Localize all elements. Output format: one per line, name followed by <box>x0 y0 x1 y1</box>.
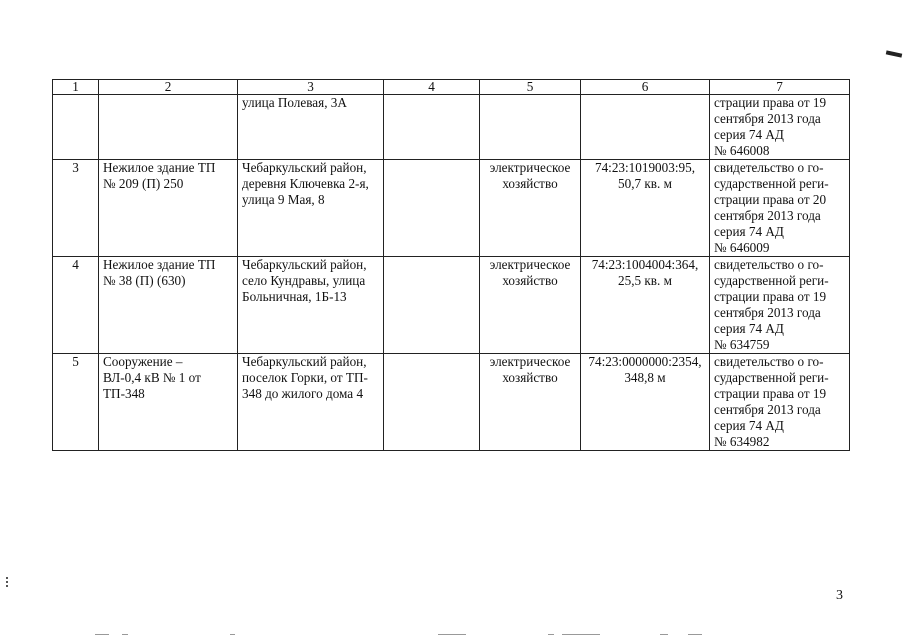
registration-certificate <box>710 257 850 354</box>
cell-line: сентября 2013 года <box>714 111 821 126</box>
cell-line: 74:23:1004004:364, <box>591 257 699 272</box>
cell-line: сентября 2013 года <box>714 208 821 223</box>
scan-noise <box>0 632 905 638</box>
column-header: 4 <box>384 80 480 95</box>
cell-line: свидетельство о го- <box>714 257 824 272</box>
object-name <box>99 354 238 451</box>
cadastral-info <box>581 95 710 160</box>
header-row <box>53 80 850 95</box>
object-address <box>238 354 384 451</box>
cell-line: серия 74 АД <box>714 321 784 336</box>
cadastral-info <box>581 160 710 257</box>
scan-mark <box>886 50 902 57</box>
table-row <box>53 95 850 160</box>
cell-line: электрическое <box>489 257 571 272</box>
cell-line: хозяйство <box>502 273 558 288</box>
object-purpose <box>480 257 581 354</box>
cell-line: № 646009 <box>714 240 770 255</box>
cell-line: Сооружение – <box>103 354 183 369</box>
cell-line: хозяйство <box>502 370 558 385</box>
cell-line: № 646008 <box>714 143 770 158</box>
cell-line: 74:23:1019003:95, <box>594 160 695 175</box>
column-4-cell <box>384 95 480 160</box>
column-4-cell <box>384 160 480 257</box>
cell-line: Чебаркульский район, <box>242 257 367 272</box>
object-address <box>238 95 384 160</box>
object-purpose <box>480 160 581 257</box>
cell-line: 348 до жилого дома 4 <box>242 386 364 401</box>
cell-line: село Кундравы, улица <box>242 273 366 288</box>
registration-certificate <box>710 160 850 257</box>
cell-line: страции права от 19 <box>714 95 827 110</box>
cell-line: сударственной реги- <box>714 176 829 191</box>
column-header: 3 <box>238 80 384 95</box>
column-header: 6 <box>581 80 710 95</box>
object-address <box>238 160 384 257</box>
cell-line: сентября 2013 года <box>714 402 821 417</box>
table-row <box>53 257 850 354</box>
cell-line: серия 74 АД <box>714 127 784 142</box>
cell-line: Чебаркульский район, <box>242 354 367 369</box>
cell-line: Чебаркульский район, <box>242 160 367 175</box>
cell-line: серия 74 АД <box>714 418 784 433</box>
property-table <box>52 79 850 451</box>
cell-line: ТП-348 <box>103 386 145 401</box>
table-row <box>53 160 850 257</box>
row-number: 3 <box>53 160 99 257</box>
row-number: 5 <box>53 354 99 451</box>
column-header: 2 <box>99 80 238 95</box>
cell-line: хозяйство <box>502 176 558 191</box>
cell-line: страции права от 19 <box>714 289 827 304</box>
cell-line: электрическое <box>489 354 571 369</box>
cell-line: № 209 (П) 250 <box>103 176 184 191</box>
object-name <box>99 257 238 354</box>
object-purpose <box>480 95 581 160</box>
cell-line: сударственной реги- <box>714 370 829 385</box>
cell-line: № 634759 <box>714 337 770 352</box>
cadastral-info <box>581 354 710 451</box>
cell-line: поселок Горки, от ТП- <box>242 370 368 385</box>
object-name <box>99 95 238 160</box>
cell-line: электрическое <box>489 160 571 175</box>
row-number <box>53 95 99 160</box>
cell-line: сентября 2013 года <box>714 305 821 320</box>
column-4-cell <box>384 354 480 451</box>
column-header: 7 <box>710 80 850 95</box>
cell-line: свидетельство о го- <box>714 160 824 175</box>
cadastral-info <box>581 257 710 354</box>
cell-line: улица 9 Мая, 8 <box>242 192 325 207</box>
column-4-cell <box>384 257 480 354</box>
cell-line: Больничная, 1Б-13 <box>242 289 347 304</box>
cell-line: Нежилое здание ТП <box>103 257 216 272</box>
cell-line: деревня Ключевка 2-я, <box>242 176 369 191</box>
column-header: 1 <box>53 80 99 95</box>
row-number: 4 <box>53 257 99 354</box>
object-address <box>238 257 384 354</box>
cell-line: 25,5 кв. м <box>618 273 672 288</box>
cell-line: сударственной реги- <box>714 273 829 288</box>
table-row <box>53 354 850 451</box>
cell-line: 74:23:0000000:2354, <box>588 354 702 369</box>
cell-line: улица Полевая, 3А <box>242 95 347 110</box>
scan-mark <box>6 577 8 589</box>
cell-line: Нежилое здание ТП <box>103 160 216 175</box>
object-purpose <box>480 354 581 451</box>
cell-line: свидетельство о го- <box>714 354 824 369</box>
cell-line: 50,7 кв. м <box>618 176 672 191</box>
column-header: 5 <box>480 80 581 95</box>
cell-line: 348,8 м <box>624 370 666 385</box>
registration-certificate <box>710 354 850 451</box>
cell-line: № 38 (П) (630) <box>103 273 186 288</box>
cell-line: страции права от 19 <box>714 386 827 401</box>
cell-line: ВЛ-0,4 кВ № 1 от <box>103 370 201 385</box>
cell-line: № 634982 <box>714 434 770 449</box>
cell-line: серия 74 АД <box>714 224 784 239</box>
registration-certificate <box>710 95 850 160</box>
object-name <box>99 160 238 257</box>
cell-line: страции права от 20 <box>714 192 827 207</box>
page-number: 3 <box>836 588 843 603</box>
